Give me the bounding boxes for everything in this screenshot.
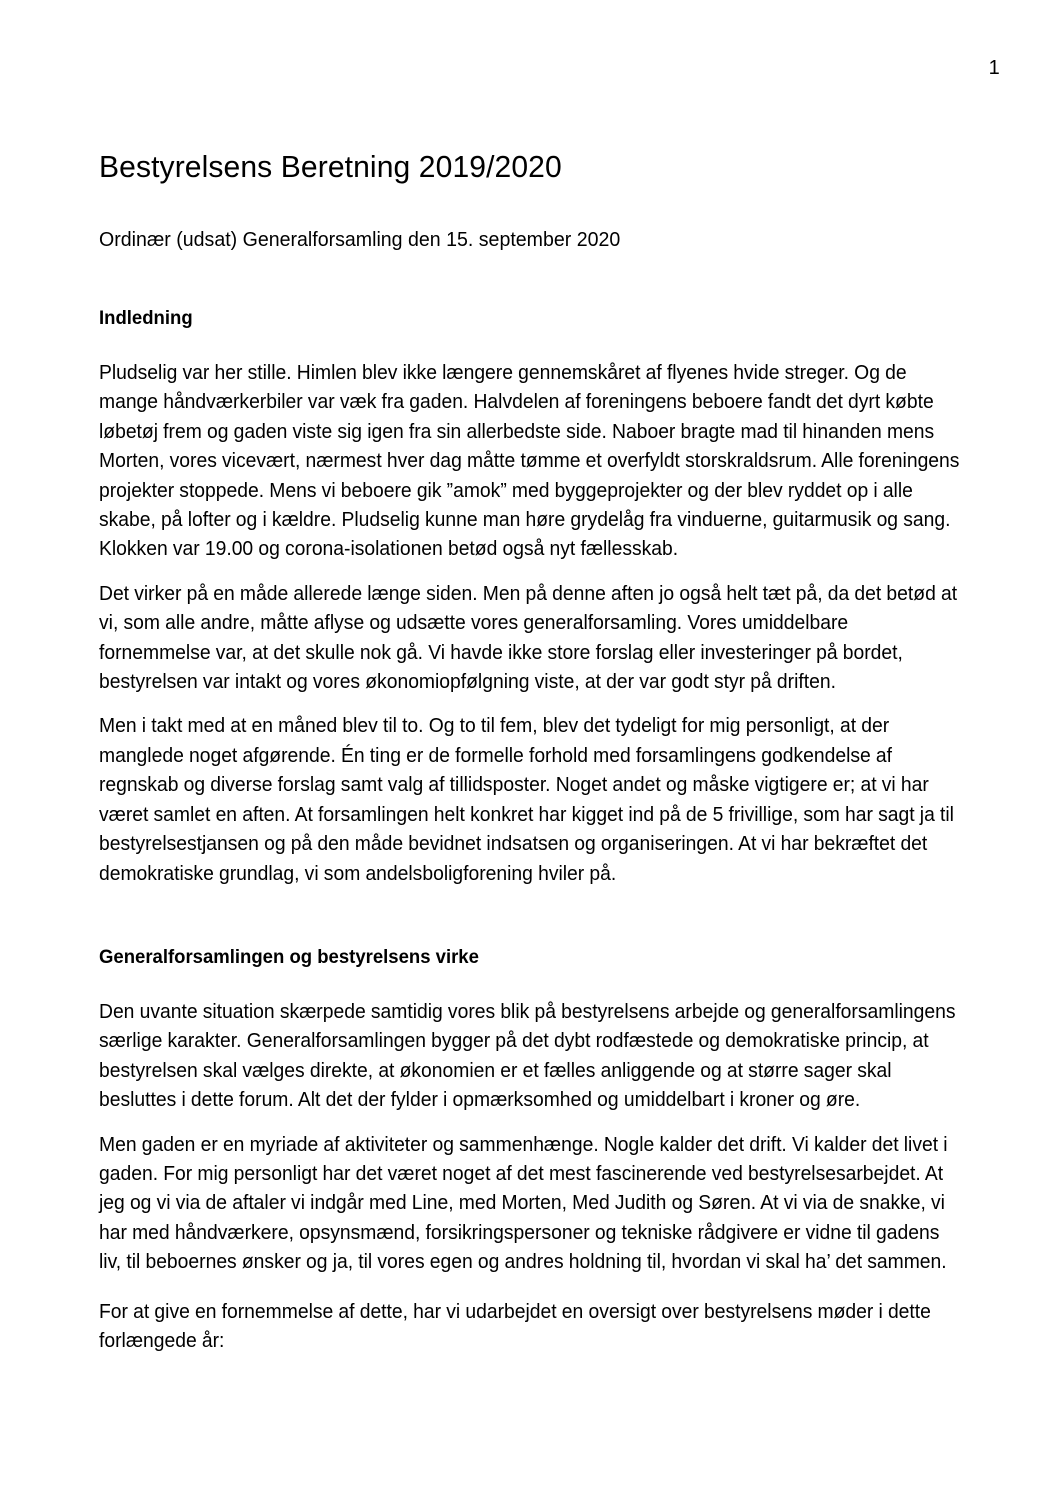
paragraph: Men i takt med at en måned blev til to. Og to til fem, blev det tydeligt for mig personligt, at der manglede noget afgørende. Én ting er de formelle forhold med forsamlingens godkendelse af regnskab og diverse forslag samt valg af tillidsposter. Noget andet og måske vigtigere er; at vi har været samlet en aften. At forsamlingen helt konkret har kigget ind på de 5 frivillige, som har sagt ja til bestyrelsestjansen og på den måde bevidnet indsatsen og organiseringen. At vi har bekræftet det demokratiske grundlag, vi som andelsboligforening hviler på. — [99, 715, 954, 885]
paragraph: For at give en fornemmelse af dette, har vi udarbejdet en oversigt over bestyrelsens møder i dette forlængede år: — [99, 1300, 931, 1352]
section-heading-indledning: Indledning — [99, 307, 193, 329]
page-title: Bestyrelsens Beretning 2019/2020 — [99, 149, 562, 184]
section-generalforsamlingen — [99, 889, 961, 1356]
paragraph: Pludselig var her stille. Himlen blev ikke længere gennemskåret af flyenes hvide streger. Og de mange håndværkerbiler var væk fra gaden. Halvdelen af foreningens beboere fandt det dyrt købte løbetøj frem og gaden viste sig igen fra sin allerbedste side. Naboer bragte mad til hinanden mens Morten, vores vicevært, nærmest hver dag måtte tømme et overfyldt storskraldsrum. Alle foreningens projekter stoppede. Mens vi beboere gik ”amok” med byggeprojekter og der blev ryddet op i alle skabe, på lofter og i kældre. Pludselig kunne man høre grydelåg fra vinduerne, guitarmusik og sang. Klokken var 19.00 og corona-isolationen betød også nyt fællesskab. — [99, 362, 960, 561]
document-subtitle: Ordinær (udsat) Generalforsamling den 15. september 2020 — [99, 228, 621, 251]
paragraph: Det virker på en måde allerede længe siden. Men på denne aften jo også helt tæt på, da det betød at vi, som alle andre, måtte aflyse og udsætte vores generalforsamling. Vores umiddelbare fornemmelse var, at det skulle nok gå. Vi havde ikke store forslag eller investeringer på bordet, bestyrelsen var intakt og vores økonomiopfølgning viste, at der var godt styr på driften. — [99, 582, 958, 694]
section-indledning — [99, 253, 961, 889]
page-number: 1 — [988, 57, 1000, 79]
paragraph: Den uvante situation skærpede samtidig vores blik på bestyrelsens arbejde og generalforsamlingens særlige karakter. Generalforsamlingen bygger på det dybt rodfæstede og demokratiske princip, at bestyrelsen skal vælges direkte, at økonomien er et fælles anliggende og at større sager skal besluttes i dette forum. Alt det der fylder i opmærksomhed og umiddelbart i kroner og øre. — [99, 1000, 956, 1112]
section-heading-generalforsamlingen: Generalforsamlingen og bestyrelsens virke — [99, 945, 479, 968]
paragraph: Men gaden er en myriade af aktiviteter og sammenhænge. Nogle kalder det drift. Vi kalder det livet i gaden. For mig personligt har det været noget af det mest fascinerende ved bestyrelsesarbejdet. At jeg og vi via de aftaler vi indgår med Line, med Morten, Med Judith og Søren. At vi via de snakke, vi har med håndværkere, opsynsmænd, forsikringspersoner og tekniske rådgivere er vidne til gadens liv, til beboernes ønsker og ja, til vores egen og andres holdning til, hvordan vi skal ha’ det sammen. — [99, 1133, 948, 1274]
section-heading-wrapper — [99, 253, 961, 331]
document-content — [99, 148, 961, 1356]
section-heading-wrapper — [99, 889, 961, 970]
